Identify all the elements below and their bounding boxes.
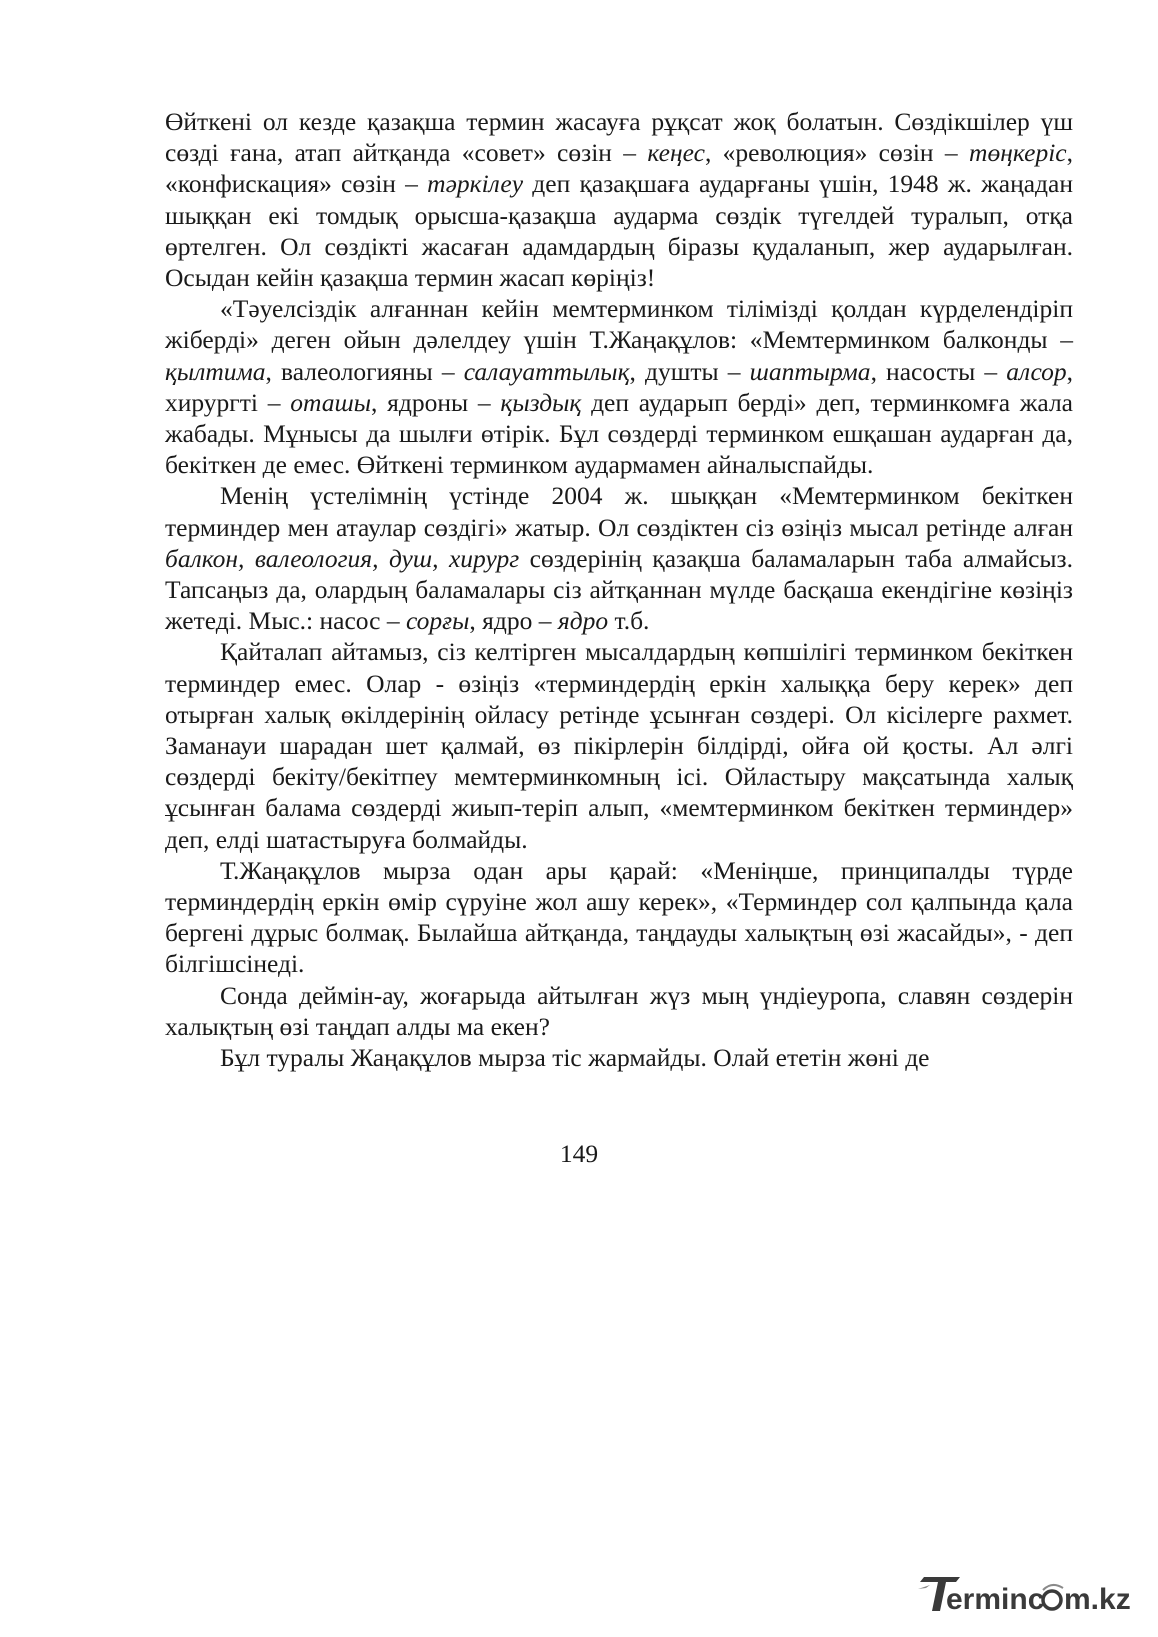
italic-term: қылтима [165,356,266,386]
italic-term: ядро [557,606,609,636]
body-paragraph [165,293,1073,480]
italic-term: оташы [290,387,372,417]
text-run: сөздерінің қазақша баламаларын таба алмайсыз. Тапсаңыз да, олардың баламалары сіз айтқаннан мүлде басқаша екендігіне көзіңіз жетеді. Мыс.: насос – [165,543,1073,636]
text-run: т.б. [608,606,650,636]
text-run: , хирургті – [165,356,1074,417]
text-run: , валеологияны – [265,356,464,386]
italic-term: тәркілеу [427,169,524,199]
text-run: , «конфискация» сөзін – [165,138,1073,199]
text-run: , душты – [629,356,750,386]
text-run: деп аударып берді» деп, терминкомға жала жабады. Мұнысы да шылғи өтірік. Бұл сөздерді терминком ешқашан аударған да, бекіткен де емес. Өйткені терминком аудармамен айналыспайды. [165,387,1073,480]
terminkom-watermark-logo [916,1569,1136,1619]
text-run: Сонда деймін-ау, жоғарыда айтылған жүз мың үндіеуропа, славян сөздерін халықтың өзі таңдап алды ма екен? [165,980,1073,1041]
body-paragraph [165,636,1073,854]
text-run: Өйткені ол кезде қазақша термин жасауға рұқсат жоқ болатын. Сөздікшілер үш сөзді ғана, атап айтқанда «совет» сөзін – [165,107,1073,168]
text-run: , «революция» сөзін – [704,138,970,168]
text-run: , ядро – [469,606,558,636]
page-number: 149 [559,1139,599,1168]
italic-term: балкон, валеология, душ, хирург [165,543,520,573]
body-paragraph [165,855,1073,980]
italic-term: төңкеріс [969,138,1067,168]
italic-term: алсор [1006,356,1067,386]
italic-term: сорғы [405,606,470,636]
text-run: Бұл туралы Жаңақұлов мырза тіс жармайды. Олай ететін жөні де [220,1043,930,1073]
watermark-text-post: m.kz [1064,1583,1131,1616]
watermark-o-ring-icon [1043,1585,1063,1609]
body-paragraph [165,980,1073,1042]
text-run: Т.Жаңақұлов мырза одан ары қарай: «Меніңше, принципалды түрде терминдердің еркін өмір сүруіне жол ашу керек», «Терминдер сол қалпында қала бергені дұрыс болмақ. Былайша айтқанда, таңдауды халықтың өзі жасайды», - деп білгішсінеді. [165,855,1073,979]
body-paragraph [165,1042,1073,1073]
text-run: «Тәуелсіздік алғаннан кейін мемтерминком тілімізді қолдан күрделендіріп жіберді» деген ойын дәлелдеу үшін Т.Жаңақұлов: «Мемтерминком балконды – [165,294,1073,355]
body-paragraph [165,106,1073,293]
page-body [165,106,1073,1073]
body-paragraph [165,480,1073,636]
italic-term: кеңес [647,138,705,168]
text-run: , ядроны – [371,387,501,417]
text-run: деп қазақшаға аударғаны үшін, 1948 ж. жаңадан шыққан екі томдық орысша-қазақша аударма сөздік түгелдей туралып, отқа өртелген. Ол сөздікті жасаған адамдардың біразы қудаланып, жер аударылған. Осыдан кейін қазақша термин жасап көріңіз! [165,169,1073,293]
text-run: Қайталап айтамыз, сіз келтірген мысалдардың көпшілігі терминком бекіткен терминдер емес. Олар - өзіңіз «терминдердің еркін халыққа беру керек» деп отырған халық өкілдерінің ойласу ретінде ұсынған сөздері. Ол кісілерге рахмет. Заманауи шарадан шет қалмай, өз пікірлерін білдірді, ойға ой қосты. Ал әлгі сөздерді бекіту/бекітпеу мемтерминкомның ісі. Ойластыру мақсатында халық ұсынған балама сөздерді жиып-теріп алып, «мемтерминком бекіткен терминдер» деп, елді шатастыруға болмайды. [165,637,1073,854]
italic-term: салауаттылық [463,356,630,386]
text-run: , насосты – [870,356,1007,386]
watermark-text-mid: erminc [946,1583,1045,1616]
italic-term: қыздық [500,387,582,417]
italic-term: шаптырма [749,356,871,386]
text-run: Менің үстелімнің үстінде 2004 ж. шыққан «Мемтерминком бекіткен терминдер мен атаулар сөздігі» жатыр. Ол сөздіктен сіз өзіңіз мысал ретінде алған [165,481,1073,542]
